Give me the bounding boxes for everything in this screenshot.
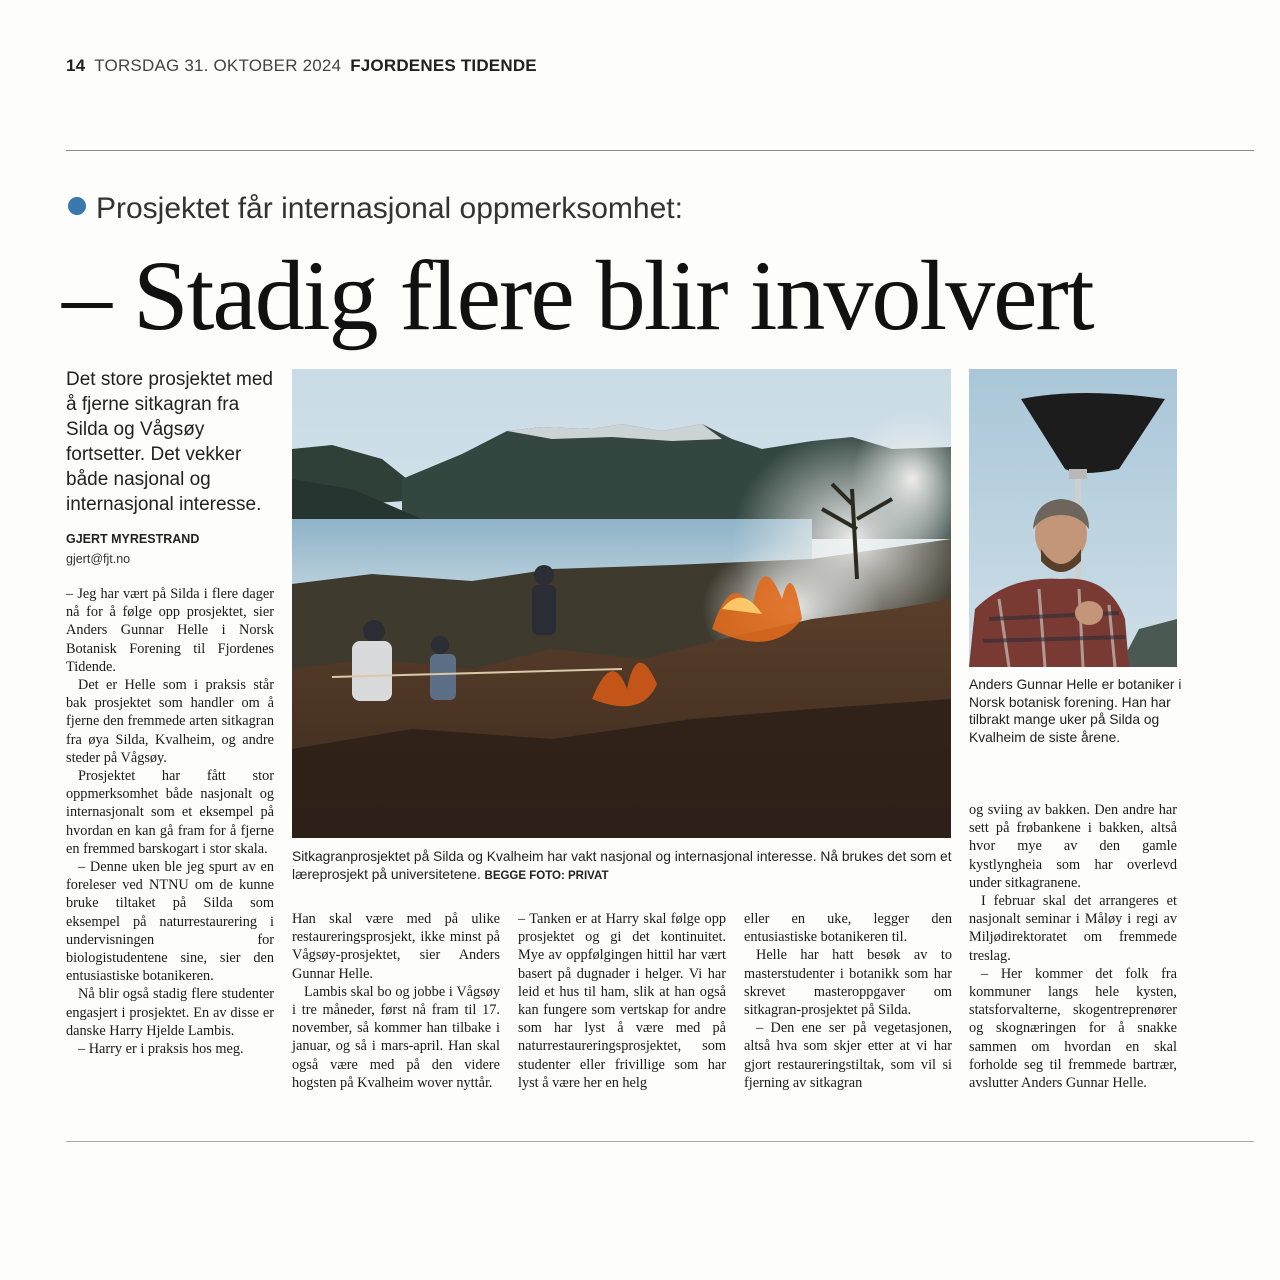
kicker-text: Prosjektet får internasjonal oppmerksomhet: (96, 192, 683, 225)
photo-credit: BEGGE FOTO: PRIVAT (484, 869, 609, 882)
article-paragraph: Prosjektet har fått stor oppmerksomhet både nasjonalt og internasjonalt som et eksempel på hvordan en kan gå fram for å fjerne en fremmed barskogart i stor skala. (66, 768, 274, 857)
article-paragraph: – Harry er i praksis hos meg. (78, 1041, 244, 1058)
byline-email: gjert@fjt.no (66, 552, 131, 566)
landscape-fire-image (292, 369, 951, 838)
article-paragraph: – Denne uken ble jeg spurt av en foreleser ved NTNU om de kunne bruke tiltaket på Silda som eksempel på naturrestaurering i undervisningen for biologistudentene sine, sier den entusiastiske botanikeren. (66, 859, 274, 985)
article-column-2 (292, 910, 500, 1092)
ingress: Det store prosjektet med å fjerne sitkagran fra Silda og Vågsøy fortsetter. Det vekker både nasjonal og internasjonal interesse. (66, 369, 273, 515)
article-column-4 (744, 910, 952, 1092)
article-paragraph: – Her kommer det folk fra kommuner langs hele kysten, statsforvalterne, skogentreprenører og skognæringen for å snakke sammen om hvordan en skal forholde seg til fremmede bartrær, avslutter Anders Gunnar Helle. (969, 965, 1177, 1092)
article-paragraph: eller en uke, legger den entusiastiske botanikeren til. (744, 911, 952, 946)
article-paragraph: Nå blir også stadig flere studenter engasjert i prosjektet. En av disse er danske Harry Hjelde Lambis. (66, 986, 274, 1039)
main-photo (292, 369, 951, 838)
article-paragraph: Han skal være med på ulike restaureringsprosjekt, ikke minst på Vågsøy-prosjektet, sier Anders Gunnar Helle. (292, 911, 500, 982)
article-column-5 (969, 801, 1177, 1092)
article-paragraph: – Tanken er at Harry skal følge opp prosjektet og gi det kontinuitet. Mye av oppfølgingen hittil har vært basert på dugnader i helger. Vi har leid et hus til ham, slik at han også kan fungere som vertskap for andre som har lyst å være med på naturrestaureringsprosjektet, som studenter eller frivillige som har lyst å være her en helg (518, 911, 726, 1091)
side-photo (969, 369, 1177, 667)
headline: – Stadig flere blir involvert (62, 240, 1093, 351)
article-paragraph: – Den ene ser på vegetasjonen, altså hva som skjer etter at vi har gjort restaureringstiltak, som vil si fjerning av sitkagran (744, 1020, 952, 1091)
page-folio (66, 56, 537, 76)
portrait-image (969, 369, 1177, 667)
top-rule (66, 150, 1254, 151)
article-paragraph: Helle har hatt besøk av to masterstudenter i botanikk som har skrevet masteroppgaver om sitkagran-prosjektet på Silda. (744, 947, 952, 1019)
article-column-1 (66, 585, 274, 1058)
issue-date: TORSDAG 31. OKTOBER 2024 (94, 56, 342, 75)
byline-name: GJERT MYRESTRAND (66, 532, 200, 546)
newspaper-name: FJORDENES TIDENDE (350, 56, 537, 75)
article-column-3 (518, 910, 726, 1092)
page-number: 14 (66, 56, 86, 75)
bottom-rule (66, 1141, 1254, 1142)
main-photo-caption (292, 848, 954, 885)
main-caption-text: Sitkagranprosjektet på Silda og Kvalheim har vakt nasjonal og internasjonal interesse. Nå brukes det som et læreprosjekt på universitetene. (292, 849, 952, 882)
article-paragraph: I februar skal det arrangeres et nasjonalt seminar i Måløy i regi av Miljødirektoratet om fremmede treslag. (969, 893, 1177, 964)
article-paragraph: Det er Helle som i praksis står bak prosjektet som handler om å fjerne den fremmede arten sitkagran fra øya Silda, Kvalheim, og andre steder på Vågsøy. (66, 677, 274, 766)
kicker-dot-icon (68, 197, 86, 215)
article-paragraph: og sviing av bakken. Den andre har sett på frøbankene i bakken, altså hvor mye av den gamle kystlyngheia som har overlevd under sitkagranene. (969, 802, 1177, 891)
kicker (68, 192, 683, 226)
article-paragraph: – Jeg har vært på Silda i flere dager nå for å følge opp prosjektet, sier Anders Gunnar Helle i Norsk Botanisk Forening til Fjordenes Tidende. (66, 586, 274, 675)
article-paragraph: Lambis skal bo og jobbe i Vågsøy i tre måneder, først nå fram til 17. november, så kommer han tilbake i januar, og så i mars-april. Han skal også være med på den videre hogsten på Kvalheim wover nyttår. (292, 983, 500, 1091)
side-photo-caption: Anders Gunnar Helle er botaniker i Norsk botanisk forening. Han har tilbrakt mange uker på Silda og Kvalheim de siste årene. (969, 677, 1182, 745)
